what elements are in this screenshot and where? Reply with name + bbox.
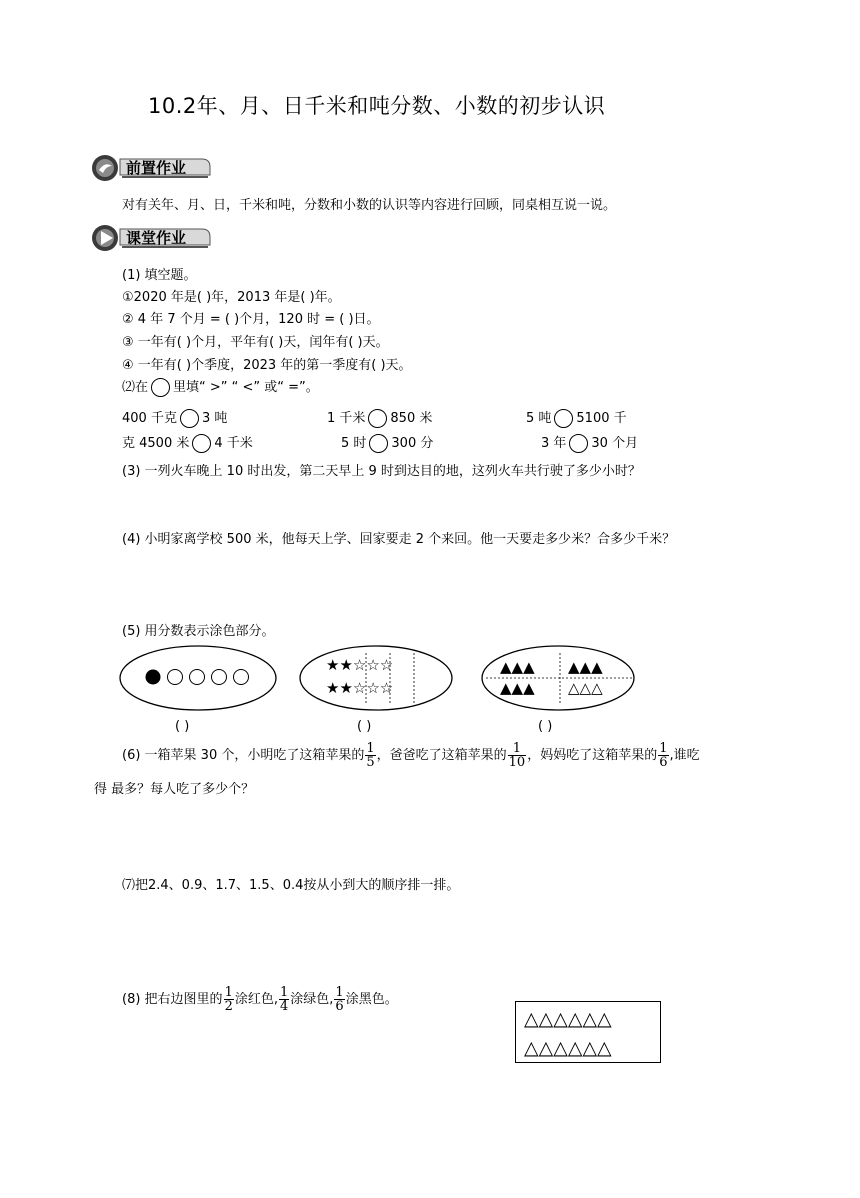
fraction-denominator: 5	[366, 755, 375, 770]
q3-text: (3) 一列火车晚上 10 时出发，第二天早上 9 时到达目的地，这列火车共行驶了多少小时？	[122, 464, 641, 479]
filled-circle-icon	[146, 670, 161, 685]
q2-item-2	[327, 407, 432, 428]
q2-item-5	[341, 432, 433, 453]
compare-circle-icon[interactable]	[554, 409, 573, 428]
section-header-pre	[90, 153, 210, 181]
q6-text-4: ,谁吃	[669, 748, 700, 763]
q5-answer-blank-2[interactable]: ( )	[357, 719, 372, 734]
q1-line-3: ③ 一年有( )个月，平年有( )天，闰年有( )天。	[122, 335, 389, 350]
q2-heading-a: ⑵在	[122, 380, 149, 395]
triangle-grid-icon	[516, 1002, 660, 1062]
pre-task-text: 对有关年、月、日，千米和吨，分数和小数的认识等内容进行回顾，同桌相互说一说。	[122, 198, 617, 213]
q2-item-4	[122, 432, 253, 453]
q8-triangle-box	[515, 1001, 661, 1063]
q2-item-left: 5 时	[341, 436, 367, 451]
fraction-numerator: 1	[224, 985, 233, 1000]
svg-text:★★☆☆☆: ★★☆☆☆	[326, 679, 394, 697]
fraction-one-half	[224, 986, 234, 1013]
q5-heading: (5) 用分数表示涂色部分。	[122, 624, 275, 639]
q2-item-right: 5100 千	[576, 411, 627, 426]
q8-text	[122, 986, 398, 1013]
page-title: 10.2年、月、日千米和吨分数、小数的初步认识	[148, 94, 606, 118]
fraction-numerator: 1	[279, 985, 289, 1000]
q2-item-right: 850 米	[390, 411, 433, 426]
empty-circle-icon	[190, 670, 205, 685]
q6-text-2: ，爸爸吃了这箱苹果的	[376, 748, 507, 763]
q1-line-2: ② 4 年 7 个月 = ( )个月，120 时 = ( )日。	[122, 312, 380, 327]
empty-circle-icon	[234, 670, 249, 685]
compare-circle-icon[interactable]	[368, 409, 387, 428]
q1-line-4: ④ 一年有( )个季度，2023 年的第一季度有( )天。	[122, 358, 412, 373]
fraction-one-tenth	[508, 742, 527, 769]
q2-item-right: 3 吨	[201, 411, 228, 426]
q2-item-left: 1 千米	[327, 411, 366, 426]
svg-text:▲▲▲: ▲▲▲	[500, 679, 535, 697]
q2-heading-b: 里填“ >” “ <” 或“ =”。	[173, 380, 319, 395]
q6-line-1	[122, 742, 700, 769]
q2-item-3	[526, 407, 627, 428]
q8-text-1: (8) 把右边图里的	[122, 992, 223, 1007]
fraction-denominator: 10	[508, 755, 526, 770]
compare-circle-icon[interactable]	[569, 434, 588, 453]
ellipse-circles-figure	[120, 646, 276, 710]
section-label-class: 课堂作业	[126, 229, 187, 247]
q5-answer-blank-3[interactable]: ( )	[538, 719, 553, 734]
q2-item-left: 3 年	[541, 436, 567, 451]
q2-item-left: 400 千克	[122, 411, 177, 426]
q6-text-1: (6) 一箱苹果 30 个，小明吃了这箱苹果的	[122, 748, 365, 763]
compare-circle-icon	[151, 378, 170, 397]
q1-line-1: ①2020 年是( )年，2013 年是( )年。	[122, 290, 341, 305]
q2-item-6	[541, 432, 638, 453]
fraction-numerator: 1	[366, 741, 375, 756]
q4-text: (4) 小明家离学校 500 米，他每天上学、回家要走 2 个来回。他一天要走多少米？合多少千米？	[122, 532, 676, 547]
fraction-denominator: 6	[659, 755, 668, 770]
q8-text-3: 涂绿色,	[290, 992, 334, 1007]
svg-text:△△△△△△: △△△△△△	[524, 1037, 612, 1059]
fraction-numerator: 1	[659, 741, 668, 756]
q2-item-right: 300 分	[391, 436, 434, 451]
q6-line-2: 得 最多？每人吃了多少个？	[94, 782, 255, 797]
q5-figures	[118, 645, 638, 713]
compare-circle-icon[interactable]	[180, 409, 199, 428]
q5-answer-blank-1[interactable]: ( )	[175, 719, 190, 734]
fraction-one-sixth	[334, 986, 344, 1013]
q6-text-3: ，妈妈吃了这箱苹果的	[527, 748, 658, 763]
fraction-denominator: 2	[224, 999, 233, 1014]
fraction-numerator: 1	[335, 985, 344, 1000]
fraction-denominator: 6	[335, 999, 344, 1014]
svg-text:▲▲▲: ▲▲▲	[500, 658, 535, 676]
fraction-one-quarter	[279, 986, 289, 1013]
q1-heading: (1) 填空题。	[122, 268, 197, 283]
fraction-one-sixth	[658, 742, 668, 769]
section-header-class	[90, 223, 210, 251]
q2-item-1	[122, 407, 227, 428]
compare-circle-icon[interactable]	[192, 434, 211, 453]
q2-item-right: 30 个月	[591, 436, 639, 451]
svg-text:△△△△△△: △△△△△△	[524, 1008, 612, 1030]
q2-item-right: 4 千米	[214, 436, 253, 451]
q8-text-4: 涂黑色。	[345, 992, 398, 1007]
svg-text:△△△: △△△	[568, 679, 603, 697]
svg-text:▲▲▲: ▲▲▲	[568, 658, 603, 676]
compare-circle-icon[interactable]	[369, 434, 388, 453]
empty-circle-icon	[168, 670, 183, 685]
fraction-one-fifth	[365, 742, 375, 769]
empty-circle-icon	[212, 670, 227, 685]
ellipse-triangles-figure	[482, 646, 634, 710]
q2-item-left: 克 4500 米	[122, 436, 190, 451]
q7-text: ⑺把2.4、0.9、1.7、1.5、0.4按从小到大的顺序排一排。	[122, 878, 460, 893]
fraction-denominator: 4	[279, 999, 289, 1014]
fraction-numerator: 1	[508, 742, 527, 756]
ellipse-stars-figure	[300, 646, 452, 710]
q2-item-left: 5 吨	[526, 411, 552, 426]
svg-text:★★☆☆☆: ★★☆☆☆	[326, 656, 394, 674]
section-label-pre: 前置作业	[126, 159, 187, 177]
q2-heading	[122, 376, 319, 397]
q8-text-2: 涂红色,	[234, 992, 278, 1007]
